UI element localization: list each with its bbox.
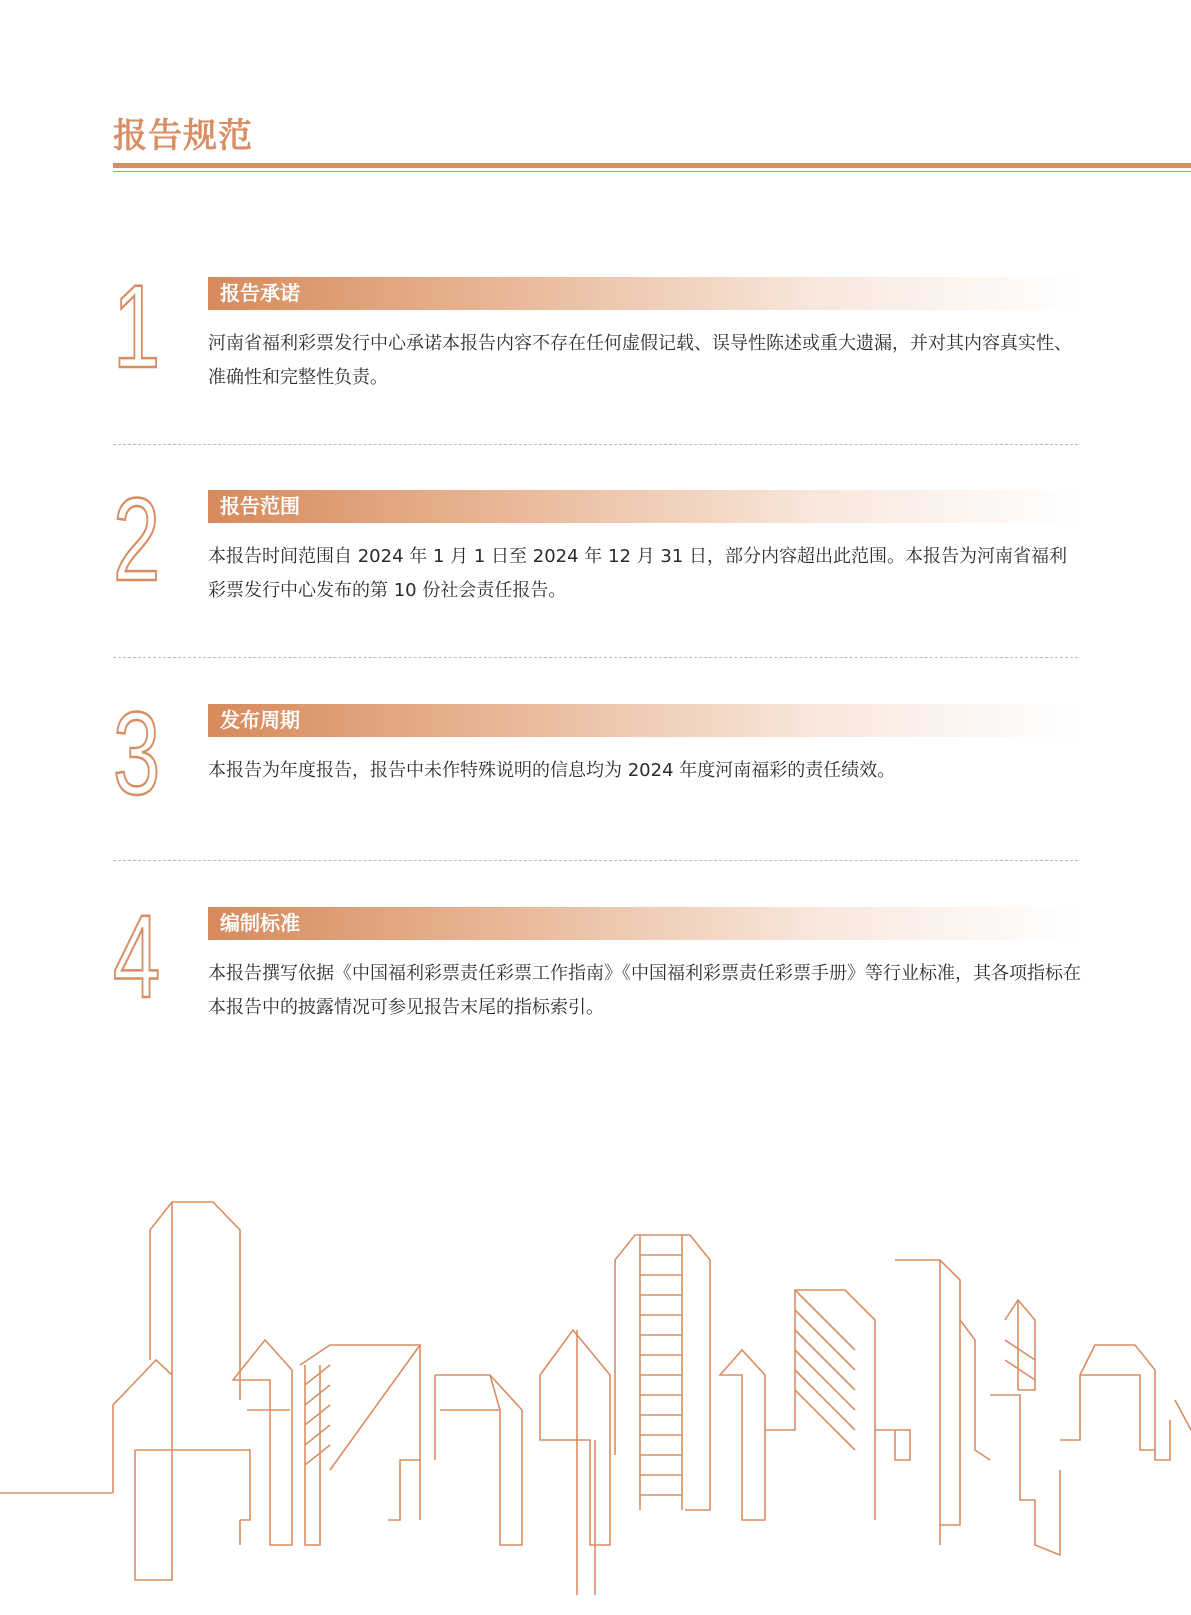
section-divider	[113, 444, 1078, 445]
section-heading: 报告范围	[220, 494, 300, 518]
section-heading-bar	[208, 907, 1078, 940]
title-rule-thin	[113, 171, 1191, 172]
section-heading: 发布周期	[220, 708, 300, 732]
section-heading-bar	[208, 704, 1078, 737]
section-number: 1	[113, 261, 161, 393]
page-title: 报告规范	[113, 116, 253, 156]
section-number: 2	[113, 474, 161, 606]
section-heading-bar	[208, 277, 1078, 310]
section-heading: 报告承诺	[220, 281, 300, 305]
section-heading-bar	[208, 490, 1078, 523]
section-divider	[113, 860, 1078, 861]
section-body: 本报告时间范围自 2024 年 1 月 1 日至 2024 年 12 月 31 日，部分内容超出此范围。本报告为河南省福利彩票发行中心发布的第 10 份社会责任报告。	[208, 546, 1067, 601]
section-divider	[113, 657, 1078, 658]
title-rule-thick	[113, 163, 1191, 168]
section-body: 本报告为年度报告，报告中未作特殊说明的信息均为 2024 年度河南福彩的责任绩效。	[208, 760, 896, 781]
section-number: 4	[113, 891, 161, 1023]
section-heading: 编制标准	[220, 911, 300, 935]
section-body: 河南省福利彩票发行中心承诺本报告内容不存在任何虚假记载、误导性陈述或重大遗漏，并对其内容真实性、准确性和完整性负责。	[208, 333, 1072, 388]
section-body: 本报告撰写依据《中国福利彩票责任彩票工作指南》《中国福利彩票责任彩票手册》等行业标准，其各项指标在本报告中的披露情况可参见报告末尾的指标索引。	[208, 963, 1081, 1018]
section-number: 3	[113, 688, 161, 820]
title-rule	[113, 163, 1191, 173]
city-skyline-illustration	[0, 1200, 1191, 1615]
